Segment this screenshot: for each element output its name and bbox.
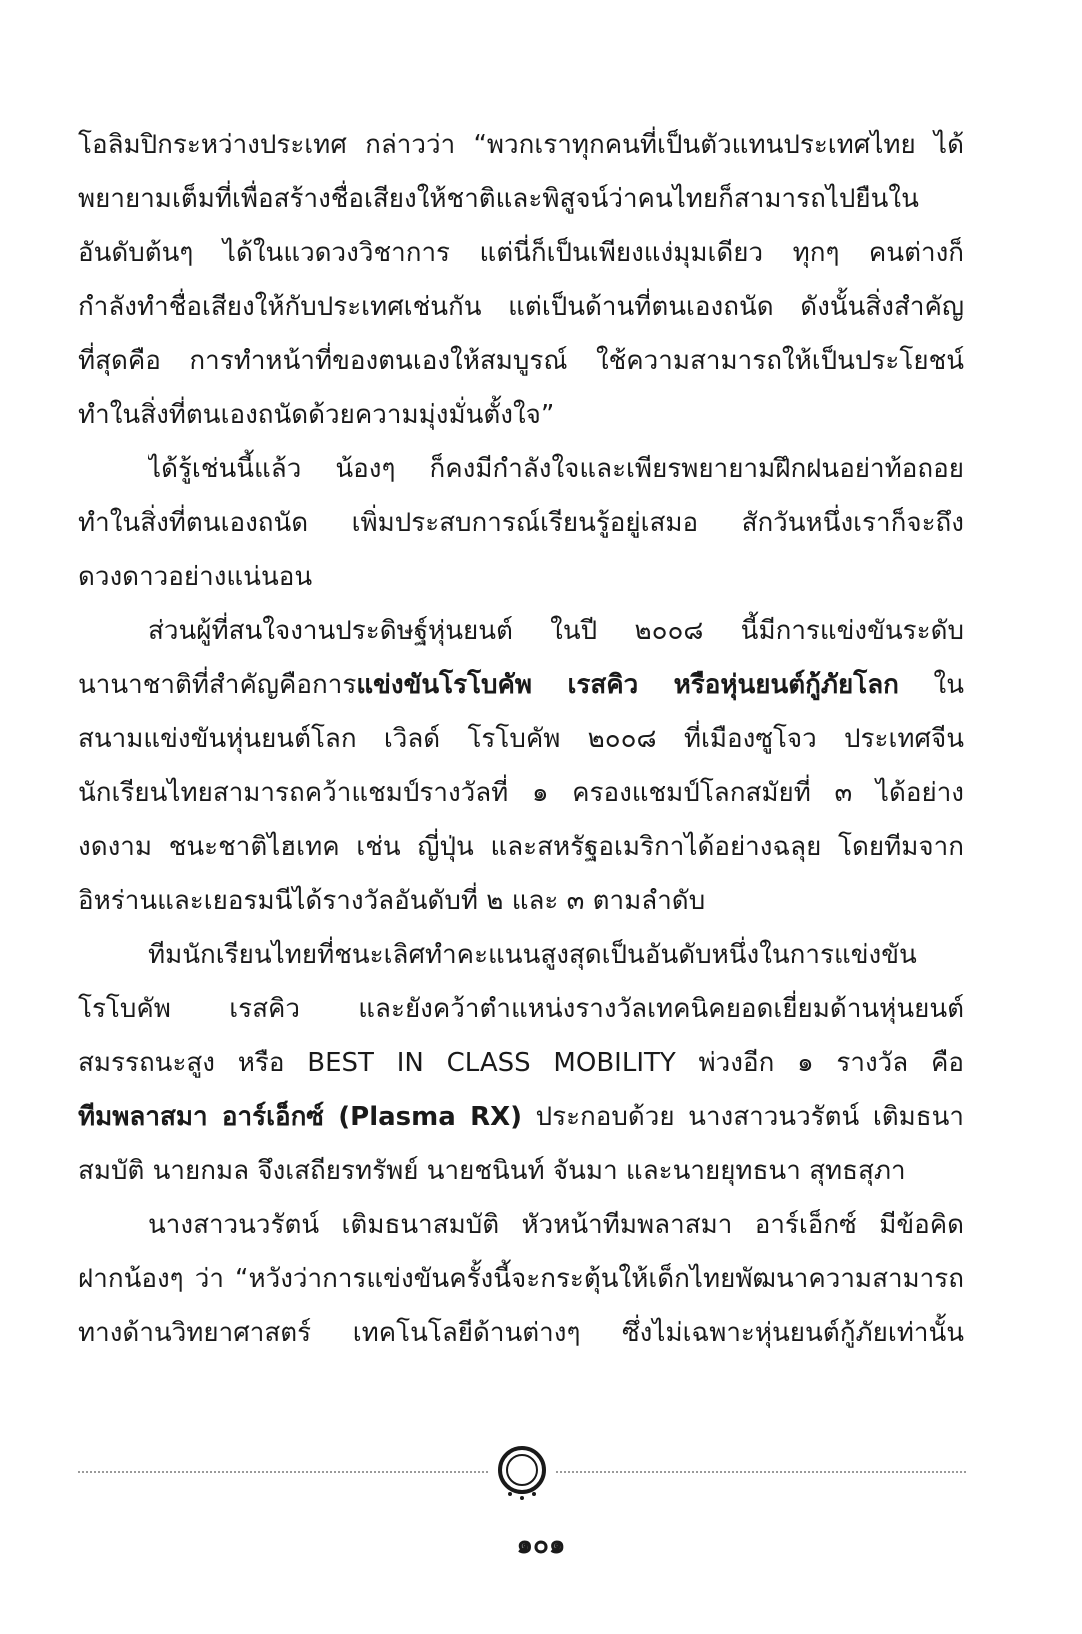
footer-rule-left [78, 1471, 488, 1473]
paragraph-3-line-5: งดงาม ชนะชาติไฮเทค เช่น ญี่ปุ่น และสหรัฐอเมริกาได้อย่างฉลุย โดยทีมจาก [78, 832, 964, 862]
paragraph-5-line-3: ทางด้านวิทยาศาสตร์ เทคโนโลยีด้านต่างๆ ซึ่งไม่เฉพาะหุ่นยนต์กู้ภัยเท่านั้น [78, 1318, 964, 1348]
paragraph-1-line-6: ทำในสิ่งที่ตนเองถนัดด้วยความมุ่งมั่นตั้งใจ” [78, 400, 555, 430]
paragraph-1-line-4: กำลังทำชื่อเสียงให้กับประเทศเช่นกัน แต่เป็นด้านที่ตนเองถนัด ดังนั้นสิ่งสำคัญ [78, 292, 964, 322]
paragraph-4-line-5: สมบัติ นายกมล จึงเสถียรทรัพย์ นายชนินท์ จันมา และนายยุทธนา สุทธสุภา [78, 1156, 906, 1186]
team-name-emphasis: ทีมพลาสมา อาร์เอ็กซ์ (Plasma RX) [78, 1102, 523, 1132]
paragraph-3-line-2-lead: นานาชาติที่สำคัญคือการ [78, 670, 357, 700]
circular-ornament-icon [492, 1440, 552, 1504]
paragraph-4-line-4 [78, 1090, 964, 1144]
footer-rule-right [556, 1471, 966, 1473]
paragraph-3-line-3: สนามแข่งขันหุ่นยนต์โลก เวิลด์ โรโบคัพ ๒๐๐๘ ที่เมืองซูโจว ประเทศจีน [78, 724, 964, 754]
paragraph-3-line-2-tail: ใน [898, 670, 964, 700]
paragraph-1-line-5: ที่สุดคือ การทำหน้าที่ของตนเองให้สมบูรณ์ ใช้ความสามารถให้เป็นประโยชน์ [78, 346, 964, 376]
paragraph-2-line-1: ได้รู้เช่นนี้แล้ว น้องๆ ก็คงมีกำลังใจและเพียรพยายามฝึกฝนอย่าท้อถอย [148, 454, 964, 484]
paragraph-1-line-3: อันดับต้นๆ ได้ในแวดวงวิชาการ แต่นี่ก็เป็นเพียงแง่มุมเดียว ทุกๆ คนต่างก็ [78, 238, 964, 268]
paragraph-1-line-2: พยายามเต็มที่เพื่อสร้างชื่อเสียงให้ชาติและพิสูจน์ว่าคนไทยก็สามารถไปยืนใน [78, 184, 919, 214]
robocup-rescue-emphasis: แข่งขันโรโบคัพ เรสคิว หรือหุ่นยนต์กู้ภัยโลก [356, 670, 899, 700]
page-number: ๑๐๑ [516, 1530, 566, 1560]
paragraph-3-line-4: นักเรียนไทยสามารถคว้าแชมป์รางวัลที่ ๑ ครองแชมป์โลกสมัยที่ ๓ ได้อย่าง [78, 778, 964, 808]
paragraph-3-line-1: ส่วนผู้ที่สนใจงานประดิษฐ์หุ่นยนต์ ในปี ๒๐๐๘ นี้มีการแข่งขันระดับ [148, 616, 964, 646]
paragraph-4-line-3: สมรรถนะสูง หรือ BEST IN CLASS MOBILITY พ่วงอีก ๑ รางวัล คือ [78, 1048, 964, 1078]
paragraph-3-line-6: อิหร่านและเยอรมนีได้รางวัลอันดับที่ ๒ และ ๓ ตามลำดับ [78, 886, 706, 916]
paragraph-2-line-3: ดวงดาวอย่างแน่นอน [78, 562, 313, 592]
paragraph-4-line-4-tail: ประกอบด้วย นางสาวนวรัตน์ เติมธนา [522, 1102, 964, 1132]
paragraph-4-line-2: โรโบคัพ เรสคิว และยังคว้าตำแหน่งรางวัลเทคนิคยอดเยี่ยมด้านหุ่นยนต์ [78, 994, 964, 1024]
paragraph-5-line-2: ฝากน้องๆ ว่า “หวังว่าการแข่งขันครั้งนี้จะกระตุ้นให้เด็กไทยพัฒนาความสามารถ [78, 1264, 964, 1294]
paragraph-2-line-2: ทำในสิ่งที่ตนเองถนัด เพิ่มประสบการณ์เรียนรู้อยู่เสมอ สักวันหนึ่งเราก็จะถึง [78, 508, 964, 538]
paragraph-1-line-1: โอลิมปิกระหว่างประเทศ กล่าวว่า “พวกเราทุกคนที่เป็นตัวแทนประเทศไทย ได้ [78, 130, 964, 160]
paragraph-4-line-1: ทีมนักเรียนไทยที่ชนะเลิศทำคะแนนสูงสุดเป็นอันดับหนึ่งในการแข่งขัน [148, 940, 917, 970]
paragraph-3-line-2 [78, 658, 964, 712]
paragraph-5-line-1: นางสาวนวรัตน์ เติมธนาสมบัติ หัวหน้าทีมพลาสมา อาร์เอ็กซ์ มีข้อคิด [148, 1210, 964, 1240]
